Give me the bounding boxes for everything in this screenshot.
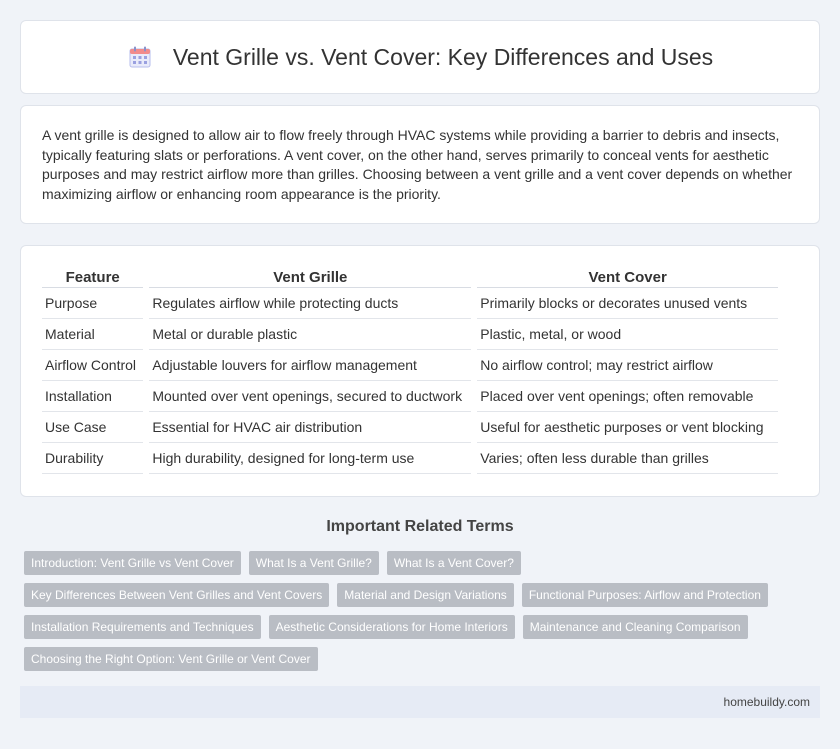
related-term-tag[interactable]: Installation Requirements and Techniques: [24, 615, 261, 639]
table-cell-vent-cover: Varies; often less durable than grilles: [477, 443, 778, 474]
table-row: [42, 350, 778, 381]
table-cell-vent-cover: No airflow control; may restrict airflow: [477, 350, 778, 381]
footer-site-link[interactable]: homebuildy.com: [723, 695, 810, 709]
table-row: [42, 381, 778, 412]
related-term-tag[interactable]: Key Differences Between Vent Grilles and Vent Covers: [24, 583, 329, 607]
column-header-vent-cover: Vent Cover: [477, 266, 778, 288]
table-cell-feature: Airflow Control: [42, 350, 143, 381]
intro-card: [20, 105, 820, 224]
intro-paragraph: A vent grille is designed to allow air to flow freely through HVAC systems while providing a barrier to debris and insects, typically featuring slats or perforations. A vent cover, on the other hand, serves primarily to conceal vents for aesthetic purposes and may restrict airflow more than grilles. Choosing between a vent grille and a vent cover depends on whether maximizing airflow or enhancing room appearance is the priority.: [42, 127, 793, 202]
table-cell-feature: Durability: [42, 443, 143, 474]
title-wrap: [127, 44, 713, 71]
related-term-tag[interactable]: Choosing the Right Option: Vent Grille or Vent Cover: [24, 647, 318, 671]
calendar-icon: [127, 44, 153, 70]
table-cell-vent-cover: Primarily blocks or decorates unused vents: [477, 288, 778, 319]
related-term-tag[interactable]: Maintenance and Cleaning Comparison: [523, 615, 748, 639]
related-term-tag[interactable]: Material and Design Variations: [337, 583, 514, 607]
comparison-table: [36, 266, 784, 474]
table-cell-vent-grille: Mounted over vent openings, secured to ductwork: [149, 381, 471, 412]
related-term-tag[interactable]: Aesthetic Considerations for Home Interiors: [269, 615, 515, 639]
related-term-tag[interactable]: Functional Purposes: Airflow and Protection: [522, 583, 768, 607]
comparison-table-card: [20, 245, 820, 497]
column-header-vent-grille: Vent Grille: [149, 266, 471, 288]
table-cell-vent-grille: Regulates airflow while protecting ducts: [149, 288, 471, 319]
related-term-tag[interactable]: Introduction: Vent Grille vs Vent Cover: [24, 551, 241, 575]
related-terms-tags: [24, 551, 804, 679]
table-row: [42, 288, 778, 319]
table-row: [42, 319, 778, 350]
table-cell-feature: Installation: [42, 381, 143, 412]
header-card: [20, 20, 820, 94]
table-cell-feature: Purpose: [42, 288, 143, 319]
table-cell-feature: Material: [42, 319, 143, 350]
footer: [20, 686, 820, 718]
table-cell-vent-grille: Metal or durable plastic: [149, 319, 471, 350]
table-cell-vent-grille: High durability, designed for long-term use: [149, 443, 471, 474]
page-title: Vent Grille vs. Vent Cover: Key Differences and Uses: [172, 43, 714, 70]
related-term-tag[interactable]: What Is a Vent Cover?: [387, 551, 521, 575]
table-row: [42, 412, 778, 443]
table-cell-vent-grille: Adjustable louvers for airflow management: [149, 350, 471, 381]
table-header-row: [42, 266, 778, 288]
table-cell-feature: Use Case: [42, 412, 143, 443]
table-cell-vent-grille: Essential for HVAC air distribution: [149, 412, 471, 443]
table-cell-vent-cover: Useful for aesthetic purposes or vent blocking: [477, 412, 778, 443]
related-terms-title: Important Related Terms: [326, 518, 514, 535]
table-cell-vent-cover: Plastic, metal, or wood: [477, 319, 778, 350]
table-row: [42, 443, 778, 474]
column-header-feature: Feature: [42, 266, 143, 288]
table-cell-vent-cover: Placed over vent openings; often removable: [477, 381, 778, 412]
related-term-tag[interactable]: What Is a Vent Grille?: [249, 551, 379, 575]
